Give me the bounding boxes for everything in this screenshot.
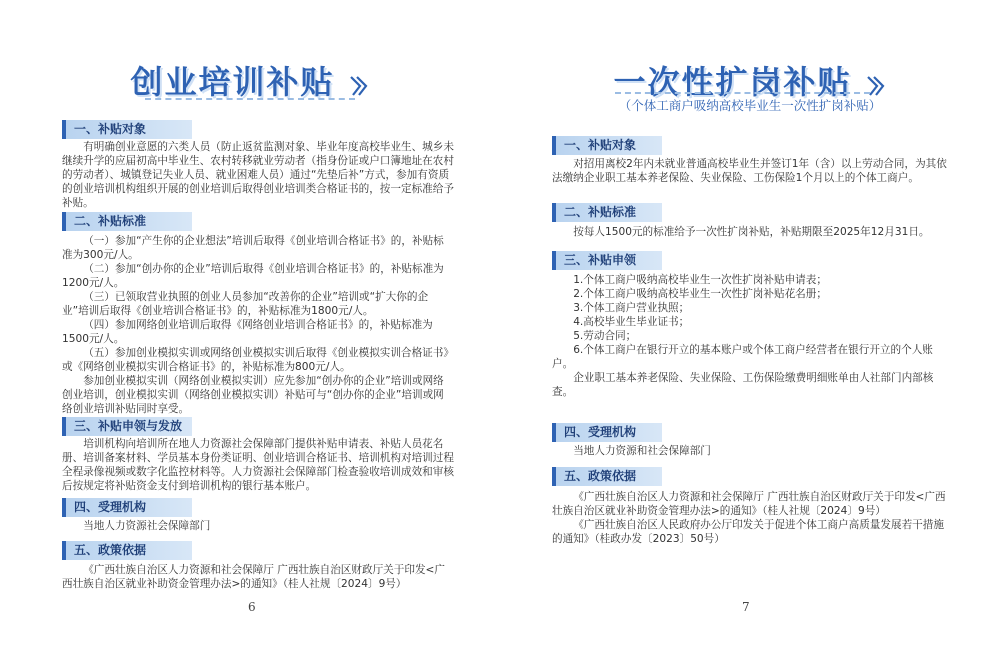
page-7-subtitle: （个体工商户吸纳高校毕业生一次性扩岗补贴）: [618, 98, 882, 113]
list-item: （三）已领取营业执照的创业人员参加“改善你的企业”培训或“扩大你的企业”培训后取得《创业培训合格证书》的，补贴标准为1800元/人。: [62, 291, 429, 317]
list-item: 5.劳动合同；: [573, 330, 637, 342]
subsidy-standard-list: [62, 234, 454, 416]
section-text: 有明确创业意愿的六类人员（防止返贫监测对象、毕业年度高校毕业生、城乡未继续升学的应届初高中毕业生、农村转移就业劳动者（指身份证或户口簿地址在农村的劳动者）、城镇登记失业人员、就业困难人员）通过“先垫后补”方式，参加有资质的创业培训机构组织开展的创业培训后取得创业培训类合格证书的，按一定标准给予补贴。: [62, 141, 454, 209]
list-item: （二）参加“创办你的企业”培训后取得《创业培训合格证书》的，补贴标准为1200元/人。: [62, 263, 444, 289]
section-heading: 一、补贴对象: [62, 120, 192, 139]
section-heading: 四、受理机构: [552, 423, 662, 442]
title-divider: [145, 98, 355, 100]
list-item: （四）参加网络创业培训后取得《网络创业培训合格证书》的，补贴标准为1500元/人。: [62, 319, 433, 345]
list-item: 4.高校毕业生毕业证书；: [573, 316, 690, 328]
section-text: 当地人力资源社会保障部门: [83, 520, 211, 532]
list-item: 《广西壮族自治区人力资源和社会保障厅 广西壮族自治区财政厅关于印发<广西壮族自治区就业补助资金管理办法>的通知》（桂人社规〔2024〕9号）: [552, 491, 946, 517]
section-text: 对招用离校2年内未就业普通高校毕业生并签订1年（含）以上劳动合同，为其依法缴纳企业职工基本养老保险、失业保险、工伤保险1个月以上的个体工商户。: [552, 158, 947, 184]
section-heading: 五、政策依据: [62, 541, 192, 560]
title-divider: [615, 92, 870, 94]
section-text: 按每人1500元的标准给予一次性扩岗补贴，补贴期限至2025年12月31日。: [573, 226, 930, 238]
page-number: 6: [248, 600, 256, 614]
section-heading: 一、补贴对象: [552, 136, 662, 155]
section-heading: 三、补贴申领与发放: [62, 417, 192, 436]
section-heading: 二、补贴标准: [552, 203, 662, 222]
list-note: 企业职工基本养老保险、失业保险、工伤保险缴费明细账单由人社部门内部核查。: [552, 372, 934, 398]
page-7-title: 一次性扩岗补贴: [613, 63, 852, 101]
section-heading: 三、补贴申领: [552, 251, 662, 270]
section-text: 当地人力资源和社会保障部门: [573, 445, 711, 457]
policy-basis-list: [552, 490, 952, 546]
list-item: 《广西壮族自治区人民政府办公厅印发关于促进个体工商户高质量发展若干措施的通知》（桂政办发〔2023〕50号）: [552, 519, 944, 545]
list-item: 2.个体工商户吸纳高校毕业生一次性扩岗补贴花名册；: [573, 288, 827, 300]
section-heading: 五、政策依据: [552, 467, 662, 486]
page-6-header: [0, 57, 500, 104]
page-number: 7: [742, 600, 750, 614]
list-item: 1.个体工商户吸纳高校毕业生一次性扩岗补贴申请表；: [573, 274, 827, 286]
list-item: 3.个体工商户营业执照；: [573, 302, 690, 314]
list-item: 参加创业模拟实训（网络创业模拟实训）应先参加“创办你的企业”培训或网络创业培训，创业模拟实训（网络创业模拟实训）补贴可与“创办你的企业”培训或网络创业培训补贴同时享受。: [62, 375, 444, 415]
section-text: 培训机构向培训所在地人力资源社会保障部门提供补贴申请表、补贴人员花名册、培训备案材料、学员基本身份类证明、创业培训合格证书、培训机构对培训过程全程录像视频或数字化监控材料等。人力资源社会保障部门检查验收培训成效和审核后按规定将补贴资金支付到培训机构的银行基本账户。: [62, 438, 454, 492]
list-item: （一）参加“产生你的企业想法”培训后取得《创业培训合格证书》的，补贴标准为300元/人。: [62, 235, 444, 261]
page-7: [500, 0, 1000, 650]
section-text: 《广西壮族自治区人力资源和社会保障厅 广西壮族自治区财政厅关于印发<广西壮族自治区就业补助资金管理办法>的通知》（桂人社规〔2024〕9号）: [62, 564, 446, 590]
list-item: （五）参加创业模拟实训或网络创业模拟实训后取得《创业模拟实训合格证书》或《网络创业模拟实训合格证书》的，补贴标准为800元/人。: [62, 347, 454, 373]
section-heading: 四、受理机构: [62, 498, 192, 517]
page-6-title: 创业培训补贴: [130, 63, 335, 101]
application-materials-list: [552, 273, 952, 399]
list-item: 6.个体工商户在银行开立的基本账户或个体工商户经营者在银行开立的个人账户。: [552, 344, 933, 370]
section-heading: 二、补贴标准: [62, 212, 192, 231]
